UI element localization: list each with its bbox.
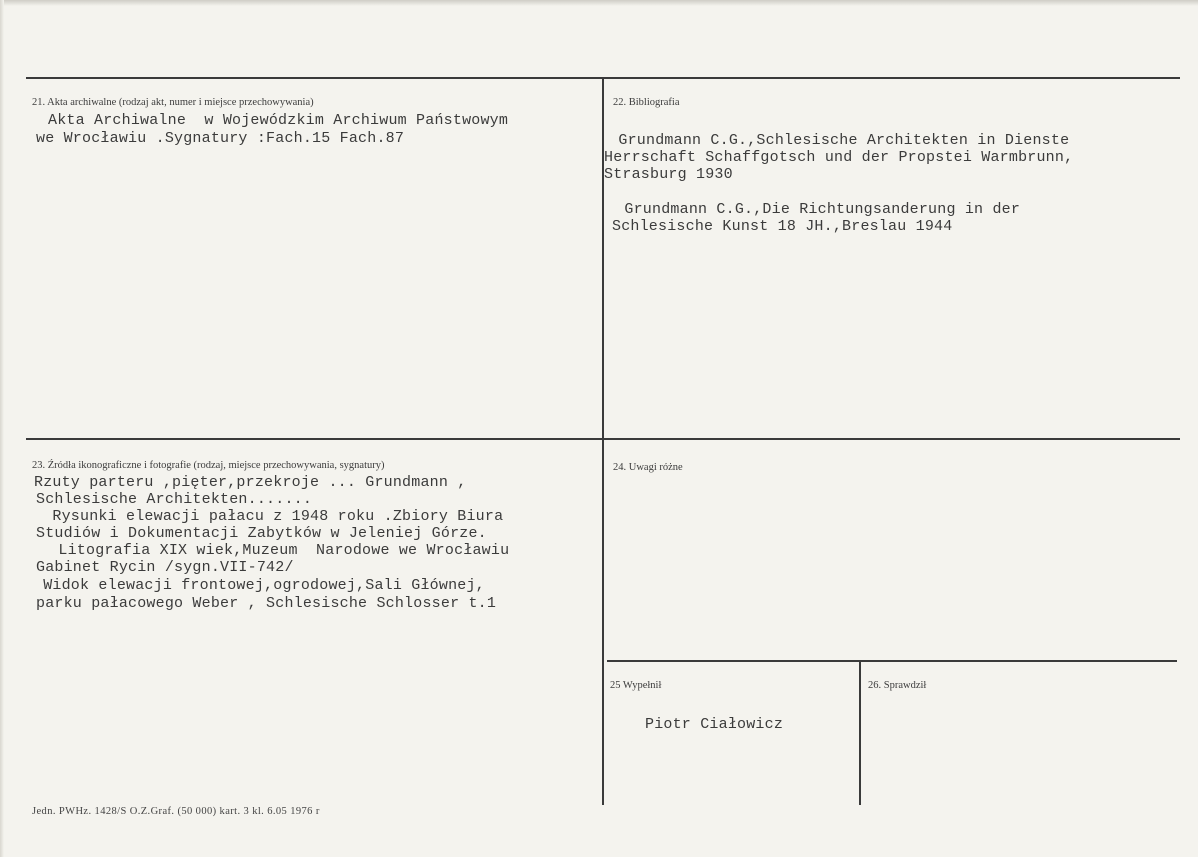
section-26-label: 26. Sprawdził: [868, 680, 927, 691]
section-23-line: Rzuty parteru ,pięter,przekroje ... Grundmann ,: [34, 474, 467, 491]
section-22-line: Grundmann C.G.,Die Richtungsanderung in der: [606, 201, 1021, 218]
card-top-edge: [0, 0, 1198, 6]
section-22-line: Strasburg 1930: [604, 166, 733, 183]
section-24-label: 24. Uwagi różne: [613, 462, 683, 473]
section-21-label: 21. Akta archiwalne (rodzaj akt, numer i miejsce przechowywania): [32, 97, 314, 108]
signature-divider: [859, 660, 861, 805]
section-21-line: we Wrocławiu .Sygnatury :Fach.15 Fach.87: [36, 130, 405, 147]
section-23-line: Widok elewacji frontowej,ogrodowej,Sali Głównej,: [34, 577, 485, 594]
middle-rule: [26, 438, 1180, 440]
section-23-line: Rysunki elewacji pałacu z 1948 roku .Zbiory Biura: [34, 508, 504, 525]
section-23-line: Schlesische Architekten.......: [36, 491, 313, 508]
section-22-line: Herrschaft Schaffgotsch und der Propstei Warmbrunn,: [604, 149, 1074, 166]
section-23-line: Gabinet Rycin /sygn.VII-742/: [36, 559, 294, 576]
card-left-edge: [0, 0, 4, 857]
section-22-line: Schlesische Kunst 18 JH.,Breslau 1944: [612, 218, 953, 235]
section-25-label: 25 Wypełnił: [610, 680, 662, 691]
print-footer: Jedn. PWHz. 1428/S O.Z.Graf. (50 000) kart. 3 kl. 6.05 1976 r: [32, 806, 320, 817]
section-23-line: parku pałacowego Weber , Schlesische Schlosser t.1: [36, 595, 497, 612]
center-divider: [602, 77, 604, 805]
section-22-label: 22. Bibliografia: [613, 97, 680, 108]
section-23-label: 23. Źródła ikonograficzne i fotografie (rodzaj, miejsce przechowywania, sygnatury): [32, 460, 385, 471]
section-21-line: Akta Archiwalne w Wojewódzkim Archiwum Państwowym: [48, 112, 509, 129]
signature-rule: [607, 660, 1177, 662]
section-22-line: Grundmann C.G.,Schlesische Architekten in Dienste: [600, 132, 1070, 149]
section-23-line: Litografia XIX wiek,Muzeum Narodowe we Wrocławiu: [40, 542, 510, 559]
section-23-line: Studiów i Dokumentacji Zabytków w Jeleniej Górze.: [36, 525, 487, 542]
filled-by-name: Piotr Ciałowicz: [645, 716, 784, 733]
